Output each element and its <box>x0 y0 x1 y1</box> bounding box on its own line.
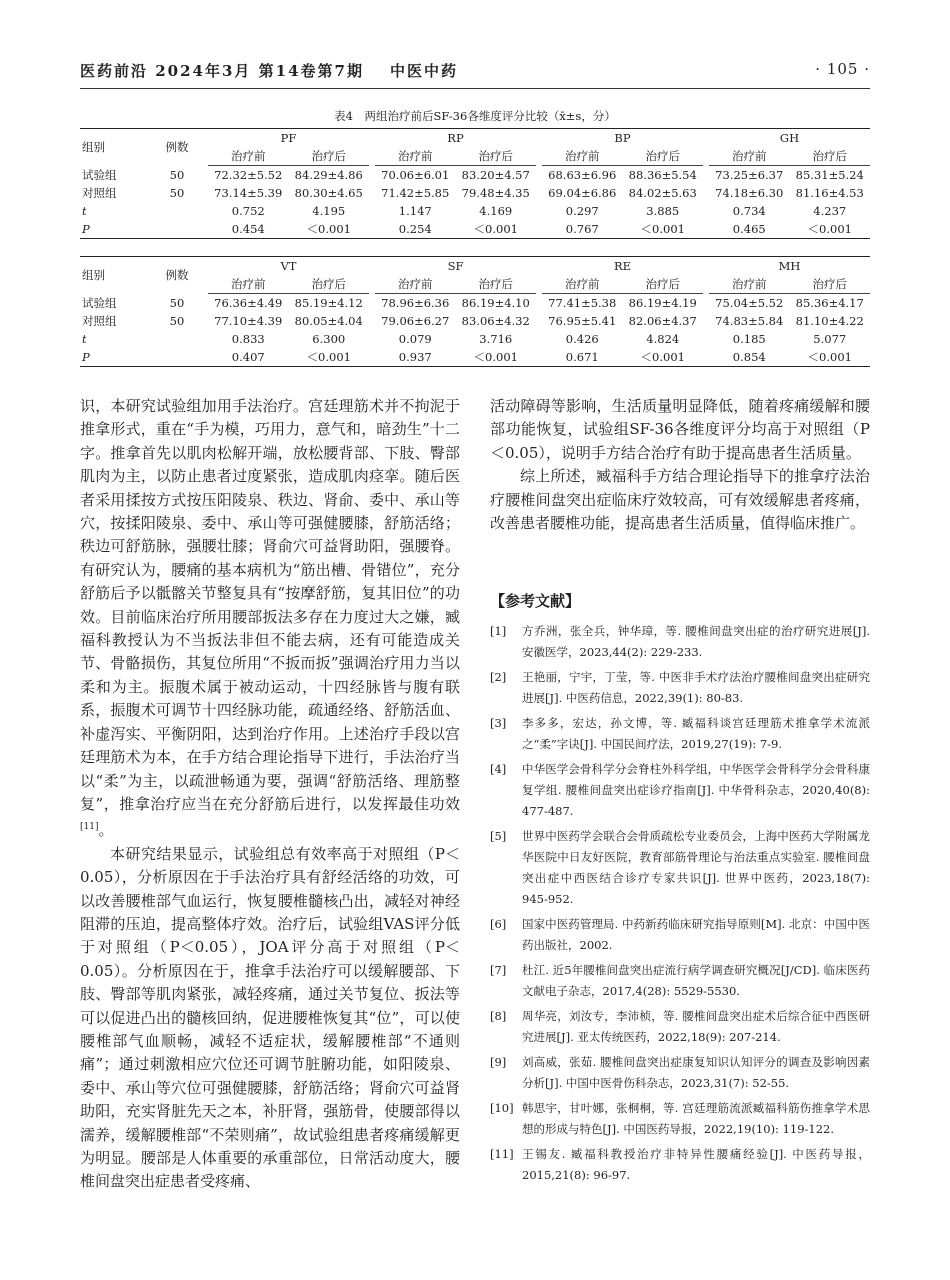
table-cell: 0.185 <box>732 332 766 346</box>
row-cases: 50 <box>169 314 185 328</box>
table-cell: 80.30±4.65 <box>294 186 363 200</box>
dim-header: SF <box>375 257 536 276</box>
sub-header-post: 治疗后 <box>623 147 704 166</box>
table-body <box>80 294 870 367</box>
sub-header-post: 治疗后 <box>456 275 537 294</box>
journal-info: 医药前沿 2024年3月 第14卷第7期 <box>80 62 364 80</box>
row-label: P <box>80 348 152 367</box>
table-row <box>80 294 870 313</box>
col-header-group: 组别 <box>80 129 152 166</box>
table-cell: 82.06±4.37 <box>628 314 697 328</box>
row-cases <box>152 330 202 348</box>
table-row <box>80 184 870 202</box>
dim-header: VT <box>208 257 369 276</box>
reference-text: 王艳丽，宁宇，丁莹，等. 中医非手术疗法治疗腰椎间盘突出症研究进展[J]. 中医药信息，2022,39(1): 80-83. <box>522 670 870 705</box>
col-header-cases: 例数 <box>152 129 202 166</box>
table-cell: 0.407 <box>208 348 289 367</box>
table-cell: 0.767 <box>542 220 623 239</box>
sub-header-post: 治疗后 <box>289 147 370 166</box>
dim-header: PF <box>208 129 369 148</box>
reference-number: [3] <box>490 716 507 730</box>
table-cell: 86.19±4.19 <box>628 296 697 310</box>
sf36-table-block2 <box>80 256 870 367</box>
table-cell: 4.169 <box>479 204 513 218</box>
table-cell: 76.95±5.41 <box>548 314 617 328</box>
reference-number: [10] <box>490 1101 514 1115</box>
reference-item <box>490 1144 870 1186</box>
table-cell: 68.63±6.96 <box>548 168 617 182</box>
table-cell: 0.854 <box>709 348 790 367</box>
table-cell: 79.48±4.35 <box>461 186 530 200</box>
body-paragraph <box>80 395 460 843</box>
dim-header: BP <box>542 129 703 148</box>
sub-header-post: 治疗后 <box>790 147 871 166</box>
table-cell: ＜0.001 <box>289 348 370 367</box>
sub-header-pre: 治疗前 <box>542 147 623 166</box>
table-cell: 74.83±5.84 <box>715 314 784 328</box>
table-body <box>80 166 870 239</box>
table-cell: 4.824 <box>646 332 680 346</box>
body-paragraph: 本研究结果显示，试验组总有效率高于对照组（P＜0.05），分析原因在于手法治疗具有舒经活络的功效，可以改善腰椎部气血运行，恢复腰椎髓核凸出，减轻对神经阻滞的压迫，提高整体疗效。治疗后，试验组VAS评分低于对照组（P＜0.05），JOA评分高于对照组（P＜0.05）。分析原因在于，推拿手法治疗可以缓解腰部、下肢、臀部等肌肉紧张，减轻疼痛，通过关节复位、扳法等可以促进凸出的髓核回纳，促进腰椎恢复其“位”，可以使腰椎部气血顺畅，减轻不适症状，缓解腰椎部“不通则痛”；通过刺激相应穴位还可调节脏腑功能，如阳陵泉、委中、承山等穴位可强健腰膝，舒筋活络；肾俞穴可益肾助阳，充实肾脏先天之本，补肝肾，强筋骨，使腰部得以濡养，缓解腰椎部“不荣则痛”，故试验组患者疼痛缓解更为明显。腰部是人体重要的承重部位，日常活动度大，腰椎间盘突出症患者受疼痛、 <box>80 844 460 1191</box>
table-cell: 0.079 <box>398 332 432 346</box>
table-cell: 3.885 <box>646 204 680 218</box>
reference-number: [5] <box>490 829 507 843</box>
reference-number: [9] <box>490 1055 507 1069</box>
table-cell: ＜0.001 <box>623 220 704 239</box>
table-cell: ＜0.001 <box>623 348 704 367</box>
reference-number: [2] <box>490 670 507 684</box>
table-cell: 0.426 <box>565 332 599 346</box>
row-label: P <box>80 220 152 239</box>
table-row <box>80 202 870 220</box>
sub-header-post: 治疗后 <box>456 147 537 166</box>
table-cell: ＜0.001 <box>289 220 370 239</box>
right-column <box>490 395 870 535</box>
table-cell: ＜0.001 <box>790 348 871 367</box>
table-cell: 69.04±6.86 <box>548 186 617 200</box>
sub-header-pre: 治疗前 <box>542 275 623 294</box>
table-cell: 0.465 <box>709 220 790 239</box>
row-label: 试验组 <box>82 167 117 182</box>
table-cell: 6.300 <box>312 332 346 346</box>
col-header-cases: 例数 <box>152 257 202 294</box>
reference-number: [6] <box>490 917 507 931</box>
row-label: t <box>82 332 87 346</box>
reference-number: [8] <box>490 1009 507 1023</box>
row-cases: 50 <box>169 295 185 310</box>
reference-text: 韩思宇，甘叶娜，张桐桐，等. 宫廷理筋流派臧福科筋伤推拿学术思想的形成与特色[J]. 中国医药导报，2022,19(10): 119-122. <box>522 1101 870 1136</box>
sf36-table-block1 <box>80 128 870 239</box>
table-caption: 表4 两组治疗前后SF-36各维度评分比较（x̄±s，分） <box>334 109 616 123</box>
reference-item <box>490 759 870 822</box>
sub-header-post: 治疗后 <box>790 275 871 294</box>
table-cell: 0.454 <box>208 220 289 239</box>
sub-header-pre: 治疗前 <box>709 275 790 294</box>
table-cell: 77.41±5.38 <box>548 296 617 310</box>
sub-header-pre: 治疗前 <box>208 275 289 294</box>
reference-text: 李多多，宏达，孙文博，等. 臧福科谈宫廷理筋术推拿学术流派之“柔”字诀[J]. 中国民间疗法，2019,27(19): 7-9. <box>522 716 870 751</box>
table-cell: 76.36±4.49 <box>214 296 283 310</box>
table-cell: 3.716 <box>479 332 513 346</box>
reference-text: 世界中医药学会联合会骨质疏松专业委员会，上海中医药大学附属龙华医院中日友好医院，教育部筋骨理论与治法重点实验室. 腰椎间盘突出症中西医结合诊疗专家共识[J]. 世界中医药，2023,18(7): 945-952. <box>522 829 870 906</box>
paragraph-text: 识，本研究试验组加用手法治疗。宫廷理筋术并不拘泥于推拿形式，重在“手为模，巧用力，意气和，暗劲生”十二字。推拿首先以肌肉松解开端，放松腰背部、下肢、臀部肌肉为主，以防止患者过度紧张，造成肌肉痉挛。随后医者采用揉按方式按压阳陵泉、秩边、肾俞、委中、承山等穴，按揉阳陵泉、委中、承山等可强健腰膝，舒筋活络；秩边可舒筋脉，强腰壮膝；肾俞穴可益肾助阳，强腰脊。有研究认为，腰痛的基本病机为“筋出槽、骨错位”，充分舒筋后予以骶髂关节整复具有“按摩舒筋，复其旧位”的功效。目前临床治疗所用腰部扳法多存在力度过大之嫌，臧福科教授认为不当扳法非但不能去病，还有可能造成关节、骨骼损伤，其复位所用“不扳而扳”强调治疗用力当以柔和为主。振腹术属于被动运动，十四经脉皆与腹有联系，振腹术可调节十四经脉功能，疏通经络、舒筋活血、补虚泻实、平衡阴阳，达到治疗作用。上述治疗手段以宫廷理筋术为本，在手方结合理论指导下进行，手法治疗当以“柔”为主，以疏泄畅通为要，强调“舒筋活络、理筋整复”，推拿治疗应当在充分舒筋后进行，以发挥最佳功效 <box>80 397 460 813</box>
table-cell: ＜0.001 <box>456 348 537 367</box>
row-cases <box>152 220 202 239</box>
reference-text: 王锡友. 臧福科教授治疗非特异性腰痛经验[J]. 中医药导报，2015,21(8): 96-97. <box>522 1147 870 1182</box>
page-number: · 105 · <box>815 60 870 78</box>
reference-text: 国家中医药管理局. 中药新药临床研究指导原则[M]. 北京：中国中医药出版社，2002. <box>522 917 870 952</box>
dim-header: RE <box>542 257 703 276</box>
row-label: 试验组 <box>82 295 117 310</box>
body-paragraph: 综上所述，臧福科手方结合理论指导下的推拿疗法治疗腰椎间盘突出症临床疗效较高，可有效缓解患者疼痛，改善患者腰椎功能，提高患者生活质量，值得临床推广。 <box>490 467 870 533</box>
table-cell: 73.25±6.37 <box>715 168 784 182</box>
table-cell: 85.36±4.17 <box>795 296 864 310</box>
reference-item <box>490 621 870 663</box>
table-row <box>80 220 870 239</box>
table-cell: 85.31±5.24 <box>795 168 864 182</box>
table-cell: 0.254 <box>375 220 456 239</box>
reference-number: [4] <box>490 762 507 776</box>
table-cell: 0.734 <box>732 204 766 218</box>
table-row <box>80 312 870 330</box>
table-cell: 74.18±6.30 <box>715 186 784 200</box>
reference-item <box>490 826 870 910</box>
dim-header: RP <box>375 129 536 148</box>
left-column <box>80 395 460 1194</box>
table-cell: 0.833 <box>231 332 265 346</box>
table-cell: 85.19±4.12 <box>294 296 363 310</box>
table-cell: 88.36±5.54 <box>628 168 697 182</box>
table-cell: 70.06±6.01 <box>381 168 450 182</box>
col-header-group: 组别 <box>80 257 152 294</box>
header-rule <box>80 88 870 89</box>
reference-list <box>490 621 870 1186</box>
reference-number: [1] <box>490 624 507 638</box>
citation: [11] <box>80 822 99 833</box>
table-cell: 83.20±4.57 <box>461 168 530 182</box>
table-cell: ＜0.001 <box>456 220 537 239</box>
sub-header-pre: 治疗前 <box>375 147 456 166</box>
table-cell: 79.06±6.27 <box>381 314 450 328</box>
row-label: 对照组 <box>82 314 117 328</box>
dim-header: GH <box>709 129 870 148</box>
table-cell: 81.10±4.22 <box>795 314 864 328</box>
table-cell: 83.06±4.32 <box>461 314 530 328</box>
table-cell: 0.671 <box>542 348 623 367</box>
reference-item <box>490 713 870 755</box>
dim-header: MH <box>709 257 870 276</box>
table-cell: 1.147 <box>398 204 432 218</box>
row-cases: 50 <box>169 167 185 182</box>
table-cell: 84.02±5.63 <box>628 186 697 200</box>
reference-item <box>490 914 870 956</box>
row-label: 对照组 <box>82 186 117 200</box>
table-row <box>80 348 870 367</box>
row-cases: 50 <box>169 186 185 200</box>
reference-item <box>490 960 870 1002</box>
table-cell: 4.237 <box>813 204 847 218</box>
reference-number: [11] <box>490 1147 514 1161</box>
paragraph-text: 。 <box>98 821 114 840</box>
reference-text: 周华亮，刘汝专，李沛桢，等. 腰椎间盘突出症术后综合征中西医研究进展[J]. 亚太传统医药，2022,18(9): 207-214. <box>522 1009 870 1044</box>
table-cell: 4.195 <box>312 204 346 218</box>
table-cell: 81.16±4.53 <box>795 186 864 200</box>
sub-header-pre: 治疗前 <box>375 275 456 294</box>
sub-header-post: 治疗后 <box>289 275 370 294</box>
reference-number: [7] <box>490 963 507 977</box>
table-cell: 86.19±4.10 <box>461 296 530 310</box>
sub-header-pre: 治疗前 <box>208 147 289 166</box>
table-cell: 80.05±4.04 <box>294 314 363 328</box>
section-title: 中医中药 <box>390 62 459 80</box>
references-title: 【参考文献】 <box>490 592 581 610</box>
row-label: t <box>82 204 87 218</box>
table-cell: 0.937 <box>375 348 456 367</box>
table-cell: 71.42±5.85 <box>381 186 450 200</box>
reference-item <box>490 1052 870 1094</box>
table-cell: 5.077 <box>813 332 847 346</box>
reference-text: 方乔洲，张全兵，钟华璋，等. 腰椎间盘突出症的治疗研究进展[J]. 安徽医学，2023,44(2): 229-233. <box>522 624 870 659</box>
reference-text: 杜江. 近5年腰椎间盘突出症流行病学调查研究概况[J/CD]. 临床医药文献电子杂志，2017,4(28): 5529-5530. <box>522 963 870 998</box>
table-cell: 0.752 <box>231 204 265 218</box>
table-cell: 78.96±6.36 <box>381 296 450 310</box>
row-cases <box>152 348 202 367</box>
reference-item <box>490 1006 870 1048</box>
sub-header-post: 治疗后 <box>623 275 704 294</box>
row-cases <box>152 202 202 220</box>
table-cell: 0.297 <box>565 204 599 218</box>
table-cell: 73.14±5.39 <box>214 186 283 200</box>
references <box>490 590 870 1190</box>
table-cell: ＜0.001 <box>790 220 871 239</box>
reference-item <box>490 1098 870 1140</box>
reference-text: 刘高威，张茹. 腰椎间盘突出症康复知识认知评分的调查及影响因素分析[J]. 中国中医骨伤科杂志，2023,31(7): 52-55. <box>522 1055 870 1090</box>
running-header <box>80 60 870 86</box>
table-row <box>80 166 870 185</box>
table-cell: 72.32±5.52 <box>214 168 283 182</box>
reference-text: 中华医学会骨科学分会脊柱外科学组，中华医学会骨科学分会骨科康复学组. 腰椎间盘突出症诊疗指南[J]. 中华骨科杂志，2020,40(8): 477-487. <box>522 762 870 818</box>
table-cell: 84.29±4.86 <box>294 168 363 182</box>
table-row <box>80 330 870 348</box>
reference-item <box>490 667 870 709</box>
table-cell: 75.04±5.52 <box>715 296 784 310</box>
table-cell: 77.10±4.39 <box>214 314 283 328</box>
body-paragraph: 活动障碍等影响，生活质量明显降低，随着疼痛缓解和腰部功能恢复，试验组SF-36各维度评分均高于对照组（P＜0.05），说明手方结合治疗有助于提高患者生活质量。 <box>490 397 870 462</box>
sub-header-pre: 治疗前 <box>709 147 790 166</box>
